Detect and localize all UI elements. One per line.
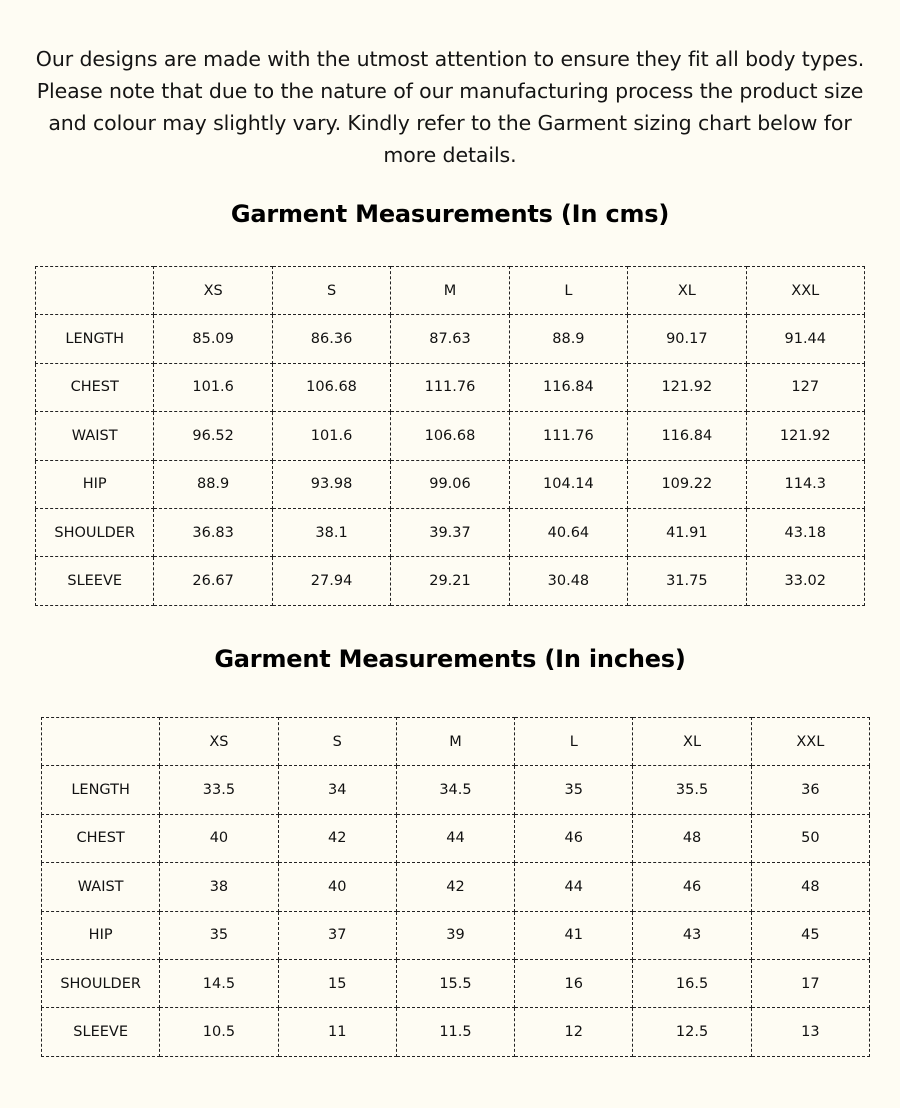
measurement-label: WAIST bbox=[42, 863, 160, 911]
size-header-cell: XL bbox=[633, 718, 751, 766]
measurement-value: 40 bbox=[278, 863, 396, 911]
size-header-cell: XXL bbox=[746, 267, 864, 315]
measurement-value: 116.84 bbox=[509, 363, 627, 411]
size-header-cell: XXL bbox=[751, 718, 869, 766]
corner-cell bbox=[36, 267, 154, 315]
measurement-value: 34.5 bbox=[396, 766, 514, 814]
measurement-value: 26.67 bbox=[154, 557, 272, 605]
measurement-value: 40 bbox=[160, 814, 278, 862]
size-header-cell: XS bbox=[160, 718, 278, 766]
measurement-row-shoulder bbox=[42, 959, 870, 1007]
measurement-row-sleeve bbox=[42, 1008, 870, 1056]
size-header-cell: L bbox=[509, 267, 627, 315]
measurement-value: 114.3 bbox=[746, 460, 864, 508]
measurement-row-length bbox=[42, 766, 870, 814]
measurement-value: 37 bbox=[278, 911, 396, 959]
measurement-value: 14.5 bbox=[160, 959, 278, 1007]
measurement-label: SLEEVE bbox=[36, 557, 154, 605]
measurement-value: 101.6 bbox=[154, 363, 272, 411]
size-header-cell: M bbox=[391, 267, 509, 315]
measurement-label: HIP bbox=[36, 460, 154, 508]
measurement-value: 30.48 bbox=[509, 557, 627, 605]
measurement-value: 17 bbox=[751, 959, 869, 1007]
measurement-value: 106.68 bbox=[391, 412, 509, 460]
measurement-value: 93.98 bbox=[272, 460, 390, 508]
measurement-row-hip bbox=[42, 911, 870, 959]
size-header-cell: S bbox=[272, 267, 390, 315]
measurement-value: 11 bbox=[278, 1008, 396, 1056]
cms-size-table bbox=[35, 266, 865, 606]
measurement-value: 90.17 bbox=[628, 315, 746, 363]
measurement-value: 101.6 bbox=[272, 412, 390, 460]
measurement-value: 10.5 bbox=[160, 1008, 278, 1056]
inches-size-table-body bbox=[42, 718, 870, 1057]
measurement-value: 31.75 bbox=[628, 557, 746, 605]
measurement-value: 43.18 bbox=[746, 508, 864, 556]
size-header-cell: S bbox=[278, 718, 396, 766]
measurement-row-waist bbox=[42, 863, 870, 911]
measurement-label: CHEST bbox=[42, 814, 160, 862]
measurement-value: 11.5 bbox=[396, 1008, 514, 1056]
measurement-value: 106.68 bbox=[272, 363, 390, 411]
measurement-value: 44 bbox=[515, 863, 633, 911]
measurement-value: 35.5 bbox=[633, 766, 751, 814]
measurement-value: 33.5 bbox=[160, 766, 278, 814]
intro-paragraph: Our designs are made with the utmost attention to ensure they fit all body types. Please note that due to the nature of our manufacturing process the product size and colour may slightly vary. Kindly refer to the Garment sizing chart below for more details. bbox=[35, 47, 865, 167]
measurement-value: 35 bbox=[515, 766, 633, 814]
measurement-label: HIP bbox=[42, 911, 160, 959]
measurement-label: CHEST bbox=[36, 363, 154, 411]
size-header-row bbox=[36, 267, 865, 315]
measurement-row-chest bbox=[36, 363, 865, 411]
measurement-value: 109.22 bbox=[628, 460, 746, 508]
measurement-label: SHOULDER bbox=[36, 508, 154, 556]
measurement-value: 46 bbox=[633, 863, 751, 911]
size-header-cell: M bbox=[396, 718, 514, 766]
measurement-value: 116.84 bbox=[628, 412, 746, 460]
measurement-value: 86.36 bbox=[272, 315, 390, 363]
measurement-value: 88.9 bbox=[154, 460, 272, 508]
inches-table-title: Garment Measurements (In inches) bbox=[214, 645, 686, 673]
measurement-row-sleeve bbox=[36, 557, 865, 605]
measurement-label: SLEEVE bbox=[42, 1008, 160, 1056]
measurement-value: 45 bbox=[751, 911, 869, 959]
measurement-value: 104.14 bbox=[509, 460, 627, 508]
cms-table-title: Garment Measurements (In cms) bbox=[230, 200, 670, 228]
measurement-label: LENGTH bbox=[36, 315, 154, 363]
measurement-value: 34 bbox=[278, 766, 396, 814]
measurement-value: 16.5 bbox=[633, 959, 751, 1007]
measurement-value: 121.92 bbox=[746, 412, 864, 460]
measurement-value: 41.91 bbox=[628, 508, 746, 556]
measurement-value: 42 bbox=[396, 863, 514, 911]
measurement-value: 38 bbox=[160, 863, 278, 911]
cms-size-table-body bbox=[36, 267, 865, 606]
measurement-row-hip bbox=[36, 460, 865, 508]
measurement-value: 27.94 bbox=[272, 557, 390, 605]
measurement-value: 48 bbox=[751, 863, 869, 911]
measurement-value: 36.83 bbox=[154, 508, 272, 556]
measurement-value: 15.5 bbox=[396, 959, 514, 1007]
inches-size-table bbox=[41, 717, 870, 1057]
measurement-value: 42 bbox=[278, 814, 396, 862]
measurement-value: 46 bbox=[515, 814, 633, 862]
measurement-value: 50 bbox=[751, 814, 869, 862]
measurement-value: 29.21 bbox=[391, 557, 509, 605]
measurement-value: 91.44 bbox=[746, 315, 864, 363]
measurement-value: 39 bbox=[396, 911, 514, 959]
size-header-cell: XL bbox=[628, 267, 746, 315]
measurement-value: 33.02 bbox=[746, 557, 864, 605]
measurement-value: 13 bbox=[751, 1008, 869, 1056]
measurement-value: 127 bbox=[746, 363, 864, 411]
measurement-label: SHOULDER bbox=[42, 959, 160, 1007]
measurement-value: 44 bbox=[396, 814, 514, 862]
measurement-row-length bbox=[36, 315, 865, 363]
size-header-cell: L bbox=[515, 718, 633, 766]
measurement-value: 43 bbox=[633, 911, 751, 959]
measurement-value: 121.92 bbox=[628, 363, 746, 411]
measurement-value: 41 bbox=[515, 911, 633, 959]
size-header-cell: XS bbox=[154, 267, 272, 315]
measurement-value: 39.37 bbox=[391, 508, 509, 556]
measurement-value: 111.76 bbox=[391, 363, 509, 411]
measurement-row-waist bbox=[36, 412, 865, 460]
size-header-row bbox=[42, 718, 870, 766]
measurement-row-shoulder bbox=[36, 508, 865, 556]
measurement-value: 36 bbox=[751, 766, 869, 814]
measurement-value: 38.1 bbox=[272, 508, 390, 556]
measurement-value: 99.06 bbox=[391, 460, 509, 508]
measurement-label: WAIST bbox=[36, 412, 154, 460]
measurement-value: 48 bbox=[633, 814, 751, 862]
measurement-value: 96.52 bbox=[154, 412, 272, 460]
measurement-value: 12 bbox=[515, 1008, 633, 1056]
measurement-value: 16 bbox=[515, 959, 633, 1007]
corner-cell bbox=[42, 718, 160, 766]
measurement-value: 85.09 bbox=[154, 315, 272, 363]
measurement-value: 12.5 bbox=[633, 1008, 751, 1056]
measurement-value: 15 bbox=[278, 959, 396, 1007]
measurement-value: 35 bbox=[160, 911, 278, 959]
measurement-label: LENGTH bbox=[42, 766, 160, 814]
measurement-value: 88.9 bbox=[509, 315, 627, 363]
measurement-value: 40.64 bbox=[509, 508, 627, 556]
measurement-row-chest bbox=[42, 814, 870, 862]
measurement-value: 111.76 bbox=[509, 412, 627, 460]
measurement-value: 87.63 bbox=[391, 315, 509, 363]
